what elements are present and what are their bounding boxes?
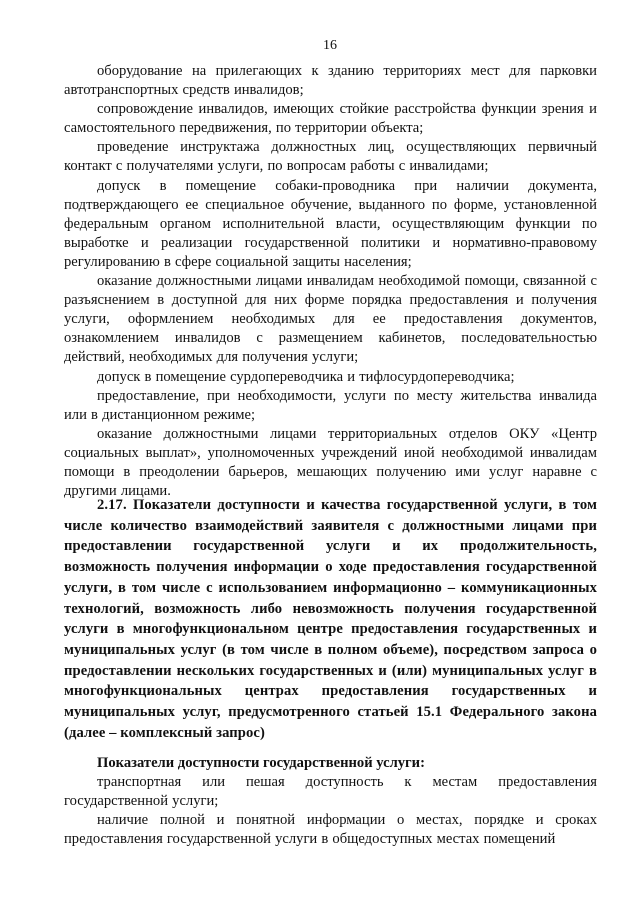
page-number: 16 [323, 38, 337, 53]
paragraph: оказание должностными лицами инвалидам необходимой помощи, связанной с разъяснением в доступной для них форме порядка предоставления и получения услуги, оформлением необходимых для ее предоставления документов, ознакомлением инвалидов с размещением кабинетов, последовательностью действий, необходимых для получения услуги; [64, 273, 597, 366]
section-heading: 2.17. Показатели доступности и качества государственной услуги, в том числе количество взаимодействий заявителя с должностными лицами при предоставлении государственной услуги и их продолжительность, возможность получения информации о ходе предоставления государственной услуги, в том числе с использованием информационно – коммуникационных технологий, возможность либо невозможность получения государственной услуги в многофункциональном центре предоставления государственных и муниципальных услуг (в том числе в полном объеме), посредством запроса о предоставлении нескольких государственных и (или) муниципальных услуг в многофункциональных центрах предоставления государственных и муниципальных услуг, предусмотренного статьей 15.1 Федерального закона (далее – комплексный запрос) [64, 497, 597, 741]
paragraph: предоставление, при необходимости, услуги по месту жительства инвалида или в дистанционном режиме; [64, 387, 597, 423]
paragraph: транспортная или пешая доступность к местам предоставления государственной услуги; [64, 774, 597, 810]
paragraphs-top [64, 62, 597, 501]
paragraph: наличие полной и понятной информации о местах, порядке и сроках предоставления государственной услуги в общедоступных местах помещений [64, 812, 597, 848]
paragraph: допуск в помещение собаки-проводника при наличии документа, подтверждающего ее специальное обучение, выданного по форме, установленной федеральным органом исполнительной власти, осуществляющим функции по выработке и реализации государственной политики и нормативно-правовому регулированию в сфере социальной защиты населения; [64, 177, 597, 270]
paragraphs-bottom [64, 773, 597, 849]
paragraph: допуск в помещение сурдопереводчика и тифлосурдопереводчика; [97, 368, 515, 385]
paragraph: оказание должностными лицами территориальных отделов ОКУ «Центр социальных выплат», уполномоченных учреждений иной необходимой инвалидам помощи в преодолении барьеров, мешающих получению ими услуг наравне с другими лицами. [64, 425, 597, 500]
paragraph: проведение инструктажа должностных лиц, осуществляющих первичный контакт с получателями услуги, по вопросам работы с инвалидами; [64, 139, 597, 175]
paragraph: оборудование на прилегающих к зданию территориях мест для парковки автотранспортных средств инвалидов; [64, 63, 597, 99]
paragraph: сопровождение инвалидов, имеющих стойкие расстройства функции зрения и самостоятельного передвижения, по территории объекта; [64, 101, 597, 137]
subheading: Показатели доступности государственной услуги: [97, 755, 425, 771]
